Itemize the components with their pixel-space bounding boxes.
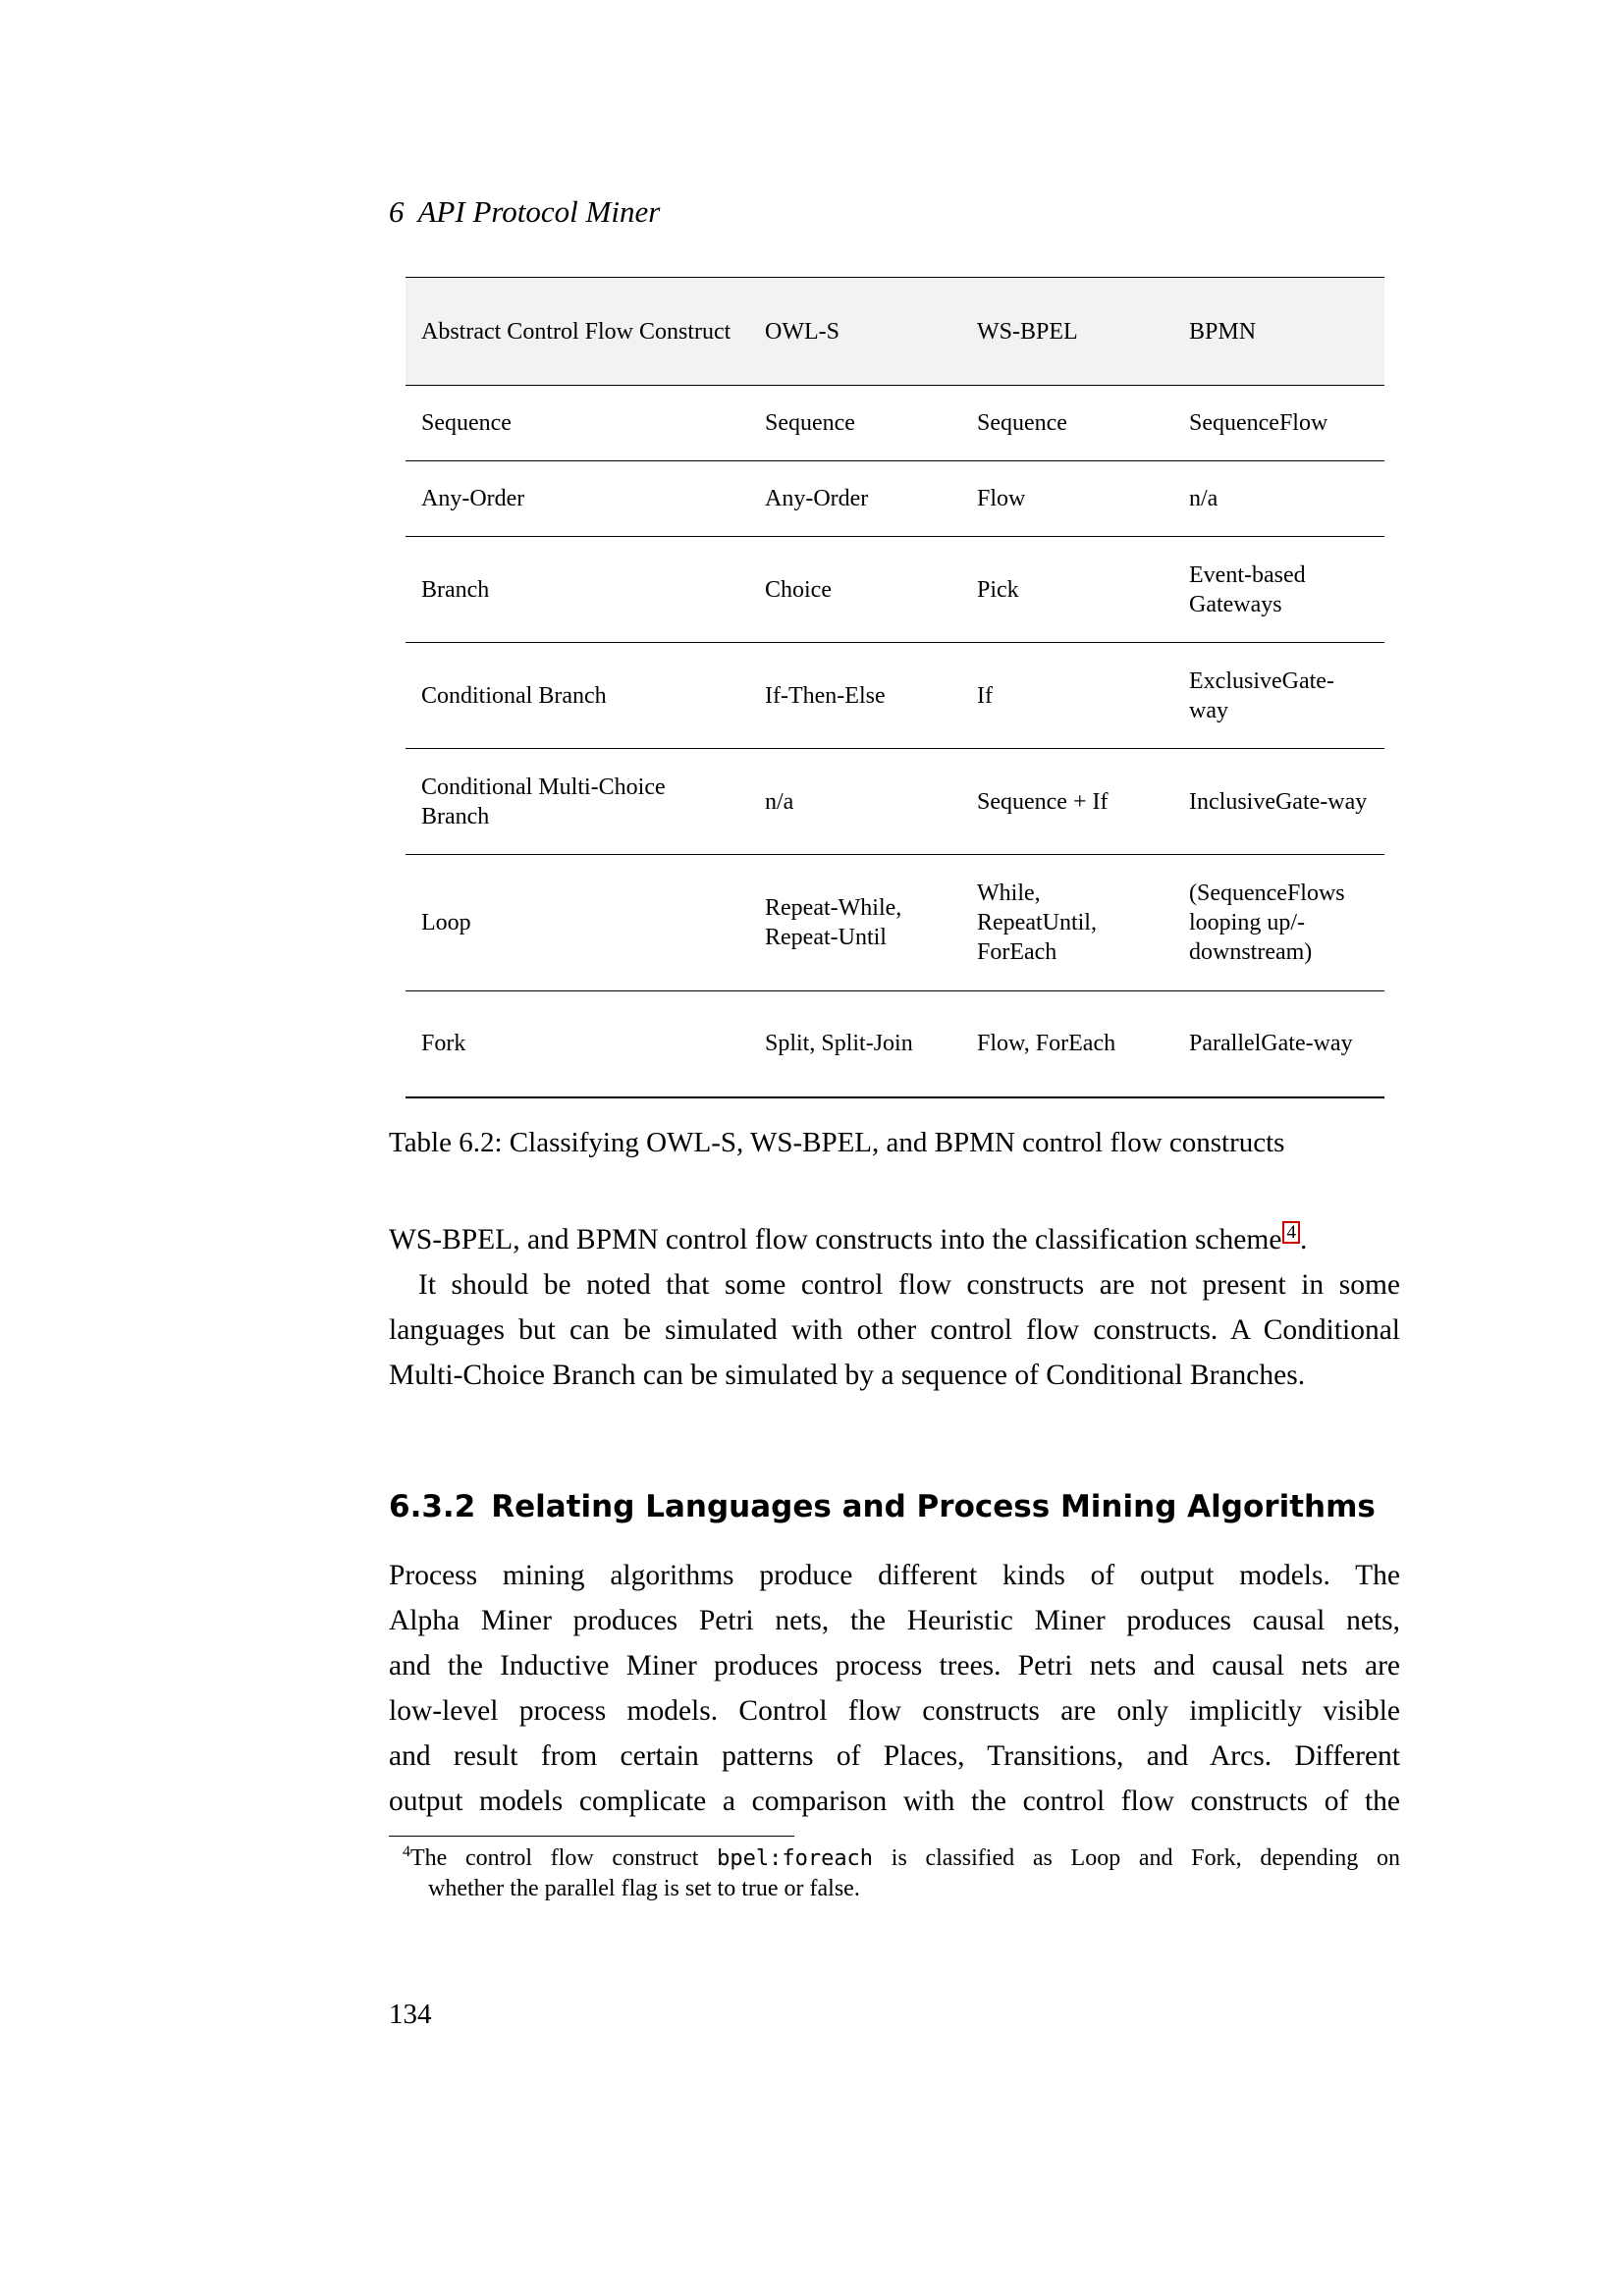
table-cell: Flow, ForEach (977, 1031, 1116, 1057)
table-cell: Any-Order (765, 486, 869, 511)
footnote-text-before: The control flow construct (410, 1845, 718, 1871)
section-title: Relating Languages and Process Mining Algorithms (491, 1489, 1376, 1524)
footnote-ref-link[interactable]: 4 (1282, 1221, 1300, 1244)
table-cell: Loop (421, 910, 471, 935)
paragraph-1-rest: It should be noted that some control flow constructs are not present in some languages but can be simulated with other control flow constructs. A Conditional Multi-Choice Branch can be simulated by a sequence of Conditional Branches. (389, 1269, 1400, 1391)
table-cell: (SequenceFlows looping up/-downstream) (1189, 881, 1345, 965)
section-heading (389, 1487, 1376, 1526)
table-row (406, 749, 1384, 855)
table-cell: While, RepeatUntil, ForEach (977, 881, 1097, 965)
paragraph-2-line: Alpha Miner produces Petri nets, the Heuristic Miner produces causal nets, (389, 1605, 1400, 1636)
table-row (406, 461, 1384, 537)
page-number: 134 (389, 1999, 432, 2030)
running-header (389, 192, 660, 232)
table-row (406, 643, 1384, 749)
footnote-rule (389, 1836, 794, 1837)
table-cell: Sequence (765, 410, 855, 436)
paragraph-2-line: and result from certain patterns of Places, Transitions, and Arcs. Different (389, 1740, 1400, 1772)
table-caption: Table 6.2: Classifying OWL-S, WS-BPEL, and BPMN control flow constructs (389, 1127, 1285, 1158)
column-header: BPMN (1189, 318, 1257, 345)
paragraph-2-line: low-level process models. Control flow constructs are only implicitly visible (389, 1695, 1400, 1727)
paragraph-1-line-1-end: . (1299, 1224, 1308, 1255)
table-cell: Repeat-While, Repeat-Until (765, 895, 902, 950)
control-flow-table (406, 277, 1384, 1098)
column-header: Abstract Control Flow Construct (421, 318, 731, 345)
footnote (389, 1843, 1400, 1904)
column-header: WS-BPEL (977, 318, 1078, 345)
table-cell: Pick (977, 576, 1019, 603)
table-cell: SequenceFlow (1189, 410, 1328, 436)
table-cell: ExclusiveGate-way (1189, 667, 1334, 723)
table-cell: Sequence (977, 410, 1067, 436)
paragraph-1-line-1: WS-BPEL, and BPMN control flow constructs into the classification scheme (389, 1224, 1282, 1255)
table-cell: Conditional Branch (421, 682, 607, 709)
table-row (406, 537, 1384, 643)
section-number: 6.3.2 (389, 1489, 476, 1524)
paragraph-2-line: and the Inductive Miner produces process trees. Petri nets and causal nets are (389, 1650, 1400, 1682)
table-cell: n/a (1189, 486, 1218, 511)
table-cell: Event-based Gateways (1189, 561, 1306, 617)
paragraph-2 (389, 1553, 1400, 1824)
paragraph-2-line: Process mining algorithms produce different kinds of output models. The (389, 1560, 1400, 1591)
table-cell: Choice (765, 576, 832, 603)
table-cell: Flow (977, 486, 1026, 511)
footnote-line-2: whether the parallel flag is set to true or false. (428, 1876, 860, 1901)
table-cell: Conditional Multi-Choice Branch (421, 774, 666, 829)
footnote-text-after: is classified as Loop and Fork, depending on (873, 1845, 1400, 1871)
column-header: OWL-S (765, 318, 839, 345)
chapter-number: 6 (389, 194, 405, 229)
paragraph-2-line: output models complicate a comparison with the control flow constructs of the (389, 1786, 1400, 1817)
footnote-number: 4 (403, 1843, 410, 1860)
paragraph-1 (389, 1217, 1400, 1398)
footnote-line-1 (389, 1843, 1400, 1874)
table-cell: Split, Split-Join (765, 1031, 913, 1057)
table-cell: Sequence + If (977, 788, 1109, 815)
table-cell: If (977, 682, 993, 709)
table-cell: ParallelGate-way (1189, 1031, 1353, 1057)
table-cell: Any-Order (421, 486, 525, 511)
table-cell: Branch (421, 576, 490, 603)
table-row (406, 991, 1384, 1097)
table-row (406, 855, 1384, 991)
table-cell: n/a (765, 788, 794, 815)
footnote-code: bpel:foreach (717, 1846, 874, 1871)
table-cell: InclusiveGate-way (1189, 788, 1368, 815)
table-row (406, 386, 1384, 461)
table-cell: If-Then-Else (765, 682, 886, 709)
table-header-row (406, 278, 1384, 386)
chapter-title: API Protocol Miner (417, 194, 661, 229)
table-cell: Sequence (421, 410, 512, 436)
table-cell: Fork (421, 1031, 466, 1057)
paragraph-1-first-line (389, 1217, 1400, 1262)
